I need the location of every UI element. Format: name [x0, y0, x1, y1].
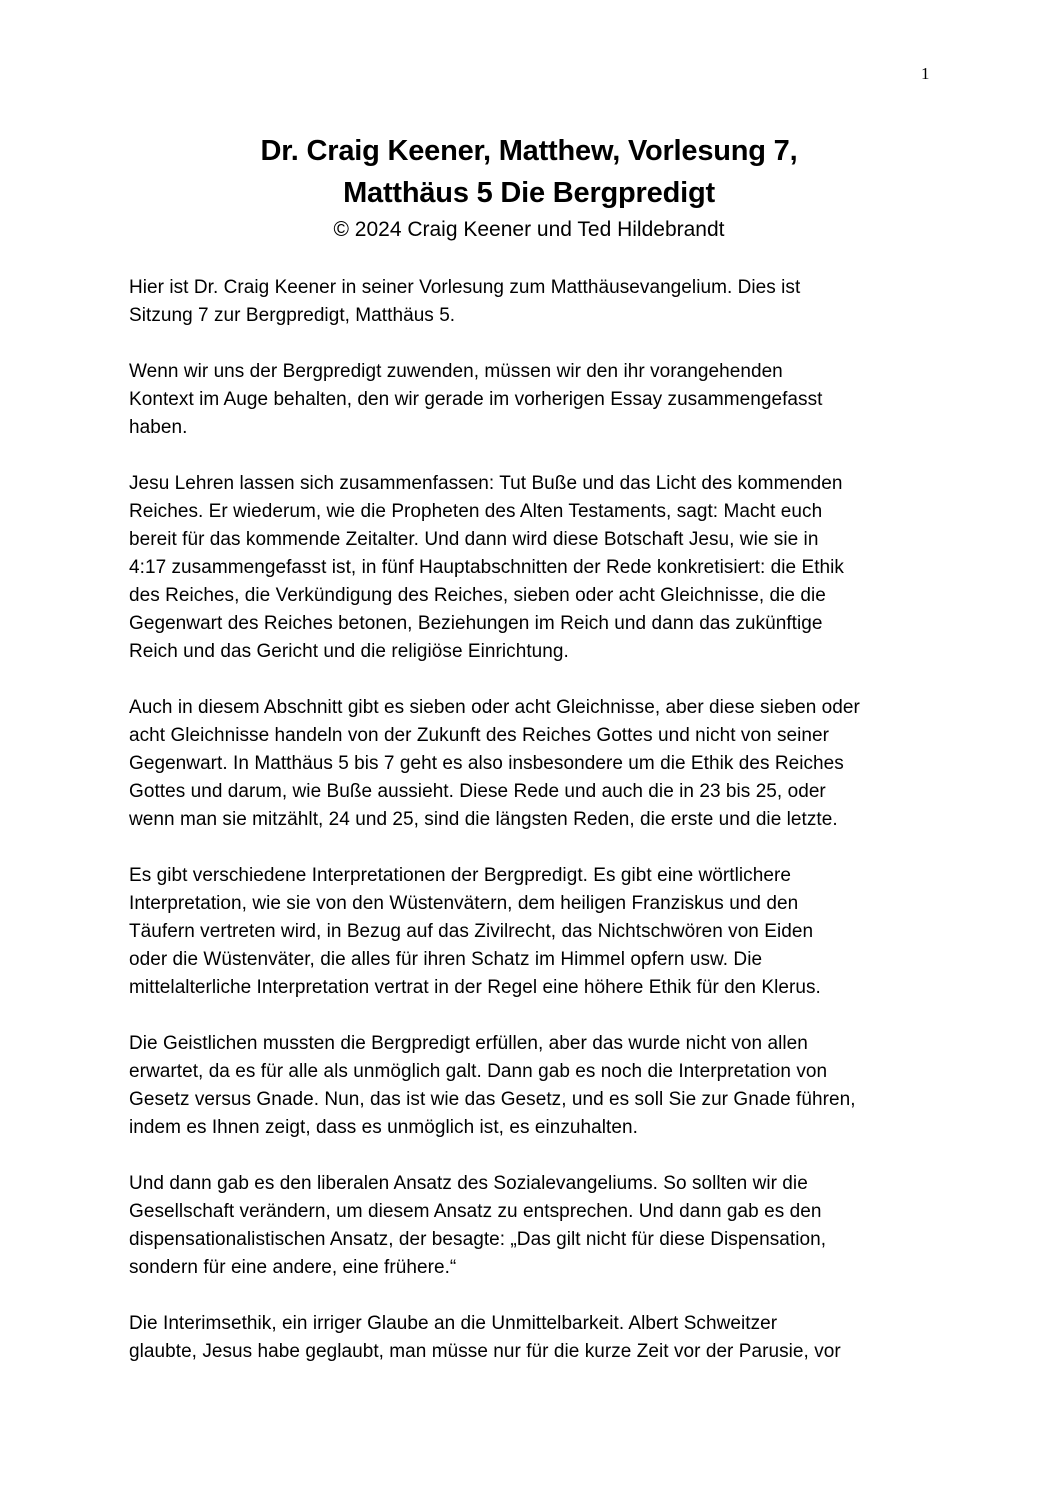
text-line: glaubte, Jesus habe geglaubt, man müsse nur für die kurze Zeit vor der Parusie, vor — [129, 1341, 841, 1362]
text-line: Täufern vertreten wird, in Bezug auf das Zivilrecht, das Nichtschwören von Eiden — [129, 921, 814, 942]
text-line: Jesu Lehren lassen sich zusammenfassen: Tut Buße und das Licht des kommenden — [129, 473, 843, 494]
text-line: des Reiches, die Verkündigung des Reiches, sieben oder acht Gleichnisse, die die — [129, 585, 826, 606]
text-line: Wenn wir uns der Bergpredigt zuwenden, müssen wir den ihr vorangehenden — [129, 361, 783, 382]
paragraph — [129, 1310, 934, 1366]
paragraph — [129, 274, 934, 330]
page-number: 1 — [921, 64, 930, 83]
text-line: wenn man sie mitzählt, 24 und 25, sind die längsten Reden, die erste und die letzte. — [129, 809, 838, 830]
text-line: dispensationalistischen Ansatz, der besagte: „Das gilt nicht für diese Dispensation, — [129, 1229, 827, 1250]
paragraph — [129, 1170, 934, 1282]
text-line: Auch in diesem Abschnitt gibt es sieben oder acht Gleichnisse, aber diese sieben oder — [129, 697, 860, 718]
text-line: Gesellschaft verändern, um diesem Ansatz zu entsprechen. Und dann gab es den — [129, 1201, 822, 1222]
document-header — [129, 130, 929, 246]
text-line: Hier ist Dr. Craig Keener in seiner Vorlesung zum Matthäusevangelium. Dies ist — [129, 277, 801, 298]
text-line: Gegenwart des Reiches betonen, Beziehungen im Reich und dann das zukünftige — [129, 613, 823, 634]
text-line: Gottes und darum, wie Buße aussieht. Diese Rede und auch die in 23 bis 25, oder — [129, 781, 826, 802]
text-line: haben. — [129, 417, 188, 438]
text-line: Sitzung 7 zur Bergpredigt, Matthäus 5. — [129, 305, 456, 326]
text-line: Die Geistlichen mussten die Bergpredigt erfüllen, aber das wurde nicht von allen — [129, 1033, 808, 1054]
text-line: indem es Ihnen zeigt, dass es unmöglich ist, es einzuhalten. — [129, 1117, 638, 1138]
paragraph — [129, 694, 934, 834]
text-line: Interpretation, wie sie von den Wüstenvätern, dem heiligen Franziskus und den — [129, 893, 799, 914]
text-line: Die Interimsethik, ein irriger Glaube an die Unmittelbarkeit. Albert Schweitzer — [129, 1313, 778, 1334]
text-line: oder die Wüstenväter, die alles für ihren Schatz im Himmel opfern usw. Die — [129, 949, 763, 970]
text-line: Reich und das Gericht und die religiöse Einrichtung. — [129, 641, 569, 662]
copyright-notice: © 2024 Craig Keener und Ted Hildebrandt — [333, 218, 725, 241]
document-body — [129, 274, 934, 1394]
text-line: sondern für eine andere, eine frühere.“ — [129, 1257, 457, 1278]
text-line: Kontext im Auge behalten, den wir gerade im vorherigen Essay zusammengefasst — [129, 389, 823, 410]
text-line: acht Gleichnisse handeln von der Zukunft des Reiches Gottes und nicht von seiner — [129, 725, 830, 746]
document-title-line-1: Dr. Craig Keener, Matthew, Vorlesung 7, — [260, 135, 798, 167]
text-line: bereit für das kommende Zeitalter. Und dann wird diese Botschaft Jesu, wie sie in — [129, 529, 819, 550]
text-line: 4:17 zusammengefasst ist, in fünf Hauptabschnitten der Rede konkretisiert: die Ethik — [129, 557, 844, 578]
paragraph — [129, 470, 934, 666]
paragraph — [129, 358, 934, 442]
paragraph — [129, 1030, 934, 1142]
text-line: Und dann gab es den liberalen Ansatz des Sozialevangeliums. So sollten wir die — [129, 1173, 808, 1194]
text-line: Gesetz versus Gnade. Nun, das ist wie das Gesetz, und es soll Sie zur Gnade führen, — [129, 1089, 856, 1110]
text-line: Gegenwart. In Matthäus 5 bis 7 geht es also insbesondere um die Ethik des Reiches — [129, 753, 844, 774]
text-line: mittelalterliche Interpretation vertrat in der Regel eine höhere Ethik für den Klerus. — [129, 977, 821, 998]
text-line: erwartet, da es für alle als unmöglich galt. Dann gab es noch die Interpretation von — [129, 1061, 828, 1082]
document-title-line-2: Matthäus 5 Die Bergpredigt — [343, 177, 715, 209]
text-line: Es gibt verschiedene Interpretationen der Bergpredigt. Es gibt eine wörtlichere — [129, 865, 791, 886]
paragraph — [129, 862, 934, 1002]
text-line: Reiches. Er wiederum, wie die Propheten des Alten Testaments, sagt: Macht euch — [129, 501, 823, 522]
